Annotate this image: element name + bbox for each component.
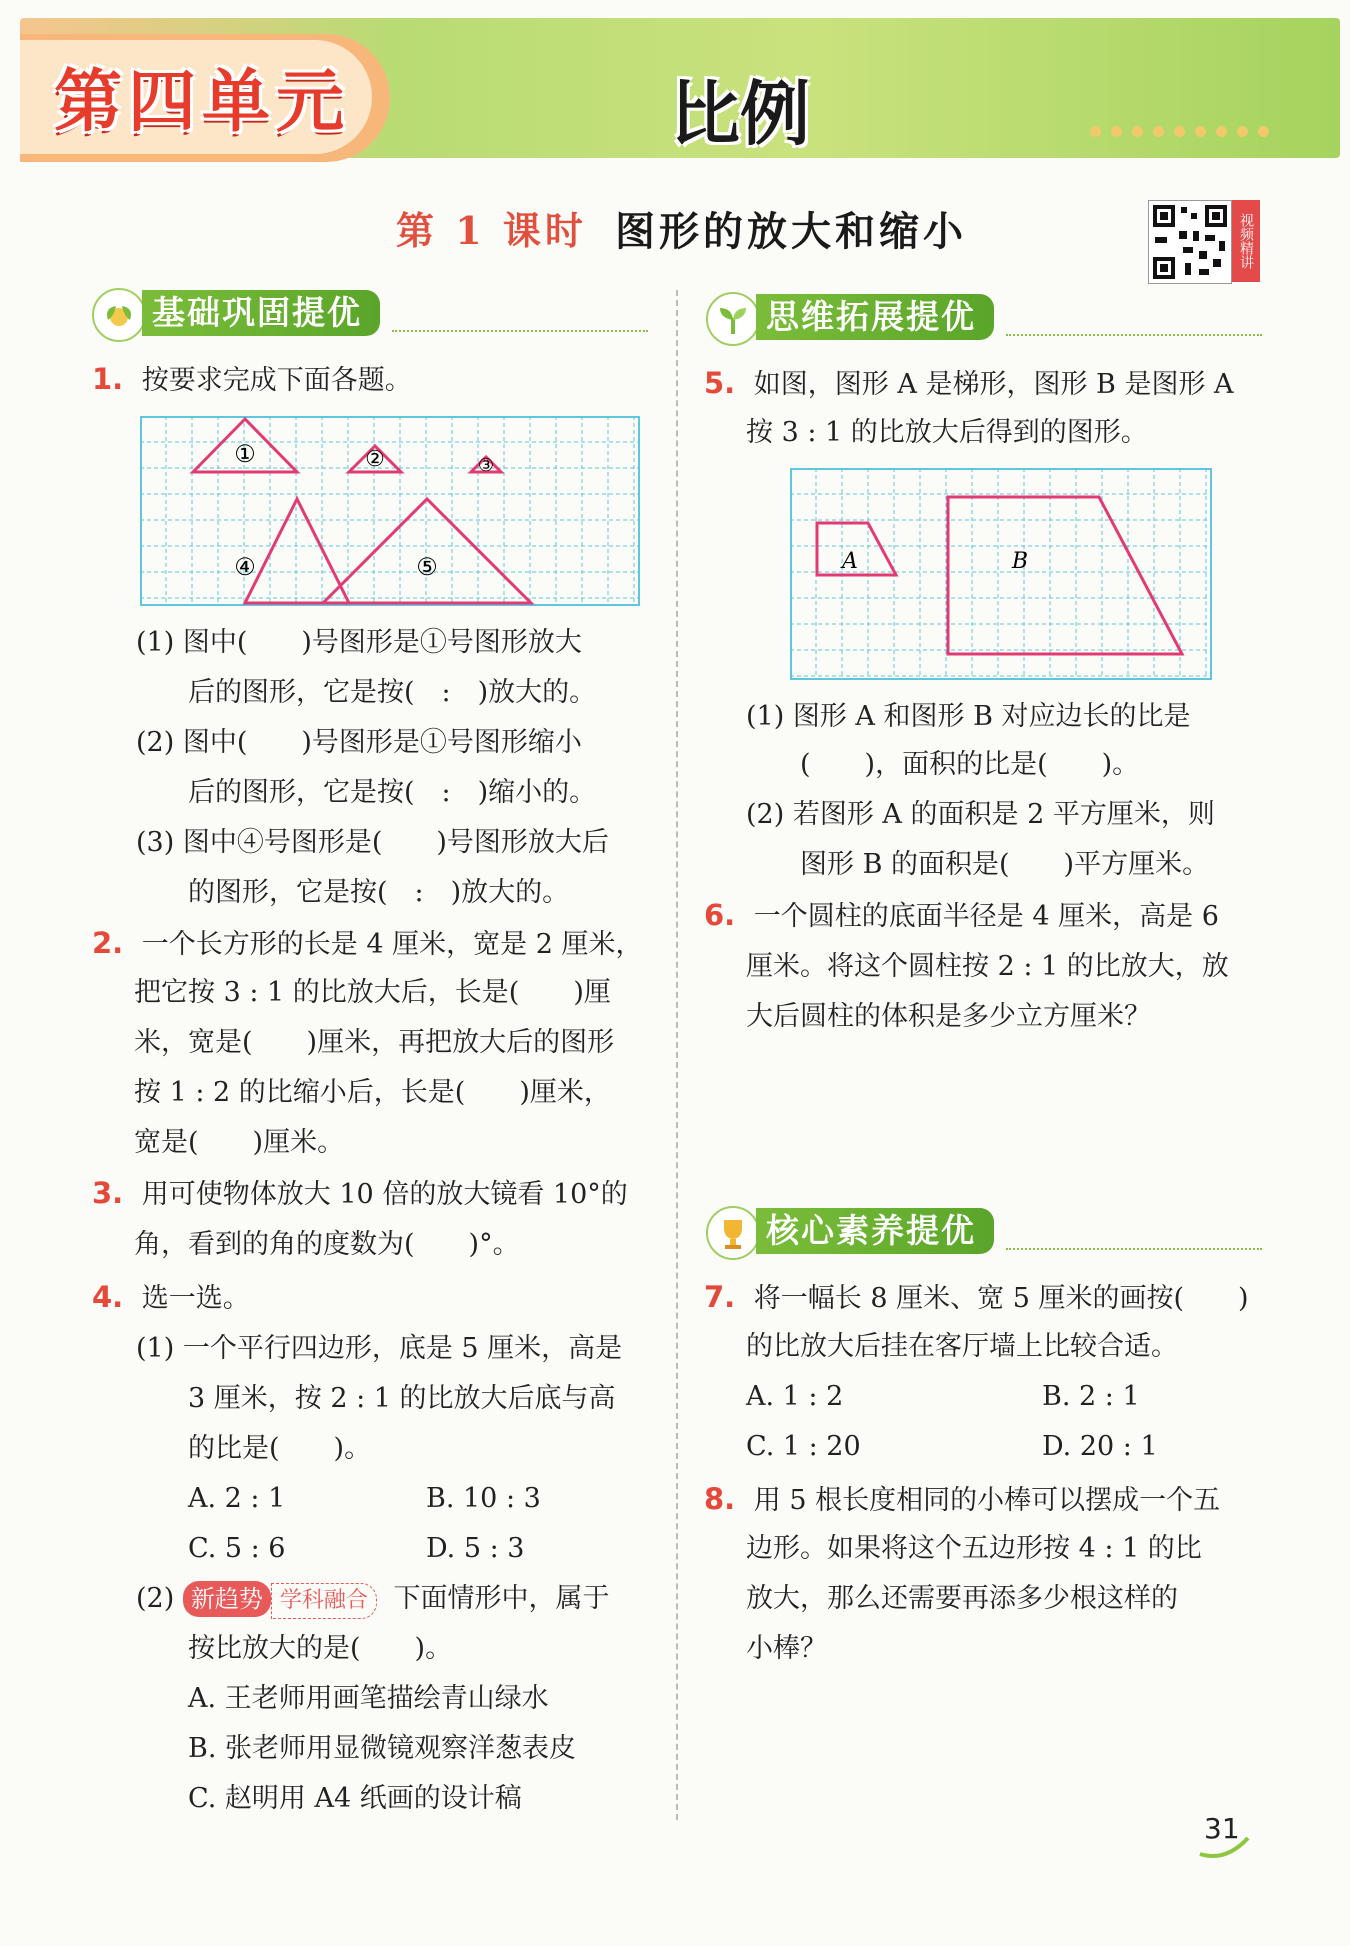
fig1-label-4: ④ [234,553,256,581]
q4-p1-opt-c[interactable]: C. 5 : 6 [188,1533,286,1564]
q4-p1-line-2: 3 厘米，按 2 : 1 的比放大后底与高 [188,1383,616,1414]
q3-row1 [92,1168,628,1220]
q1-stem: 按要求完成下面各题。 [141,365,412,396]
q4-p2-prefix: (2) [136,1583,175,1614]
q5-row1 [704,358,1234,410]
q7-opt-d[interactable]: D. 20 : 1 [1042,1431,1158,1462]
triangle-5 [323,499,531,603]
q1-number: 1. [92,362,124,396]
qr-code-icon[interactable] [1148,200,1232,284]
leaf-icon [92,288,146,342]
q4-p1-opt-d[interactable]: D. 5 : 3 [426,1533,525,1564]
q1-sub-2b: 后的图形，它是按( : )缩小的。 [188,777,597,808]
page-number: 31 [1204,1812,1240,1845]
q2-line-4: 按 1 : 2 的比缩小后，长是( )厘米， [134,1077,611,1108]
q1-sub-1a: (1) 图中( )号图形是①号图形放大 [136,627,582,658]
q8-line-4: 小棒？ [746,1633,827,1664]
unit-title: 比例 [670,73,810,155]
q4-p1-line-1: (1) 一个平行四边形，底是 5 厘米，高是 [136,1333,623,1364]
q7-line-1: 将一幅长 8 厘米、宽 5 厘米的画按( ) [753,1283,1249,1314]
q8-row1 [704,1474,1220,1526]
q2-line-3: 米，宽是( )厘米，再把放大后的图形 [134,1027,615,1058]
q7-opt-b[interactable]: B. 2 : 1 [1042,1381,1140,1412]
q1-stem-row [92,354,412,406]
q4-p1-line-3: 的比是( )。 [188,1433,372,1464]
q4-p2-opt-c[interactable]: C. 赵明用 A4 纸画的设计稿 [188,1783,522,1814]
lesson-number: 第 1 课时 [396,208,587,253]
q2-line-2: 把它按 3 : 1 的比放大后，长是( )厘 [134,977,611,1008]
q5-sub-2b: 图形 B 的面积是( )平方厘米。 [800,849,1210,880]
q4-p2-line-2: 按比放大的是( )。 [188,1633,453,1664]
q5-sub-1a: (1) 图形 A 和图形 B 对应边长的比是 [746,701,1191,732]
section-core [706,1208,1262,1254]
q6-number: 6. [704,898,736,932]
q3-line-1: 用可使物体放大 10 倍的放大镜看 10°的 [141,1179,628,1210]
q5-sub-2a: (2) 若图形 A 的面积是 2 平方厘米，则 [746,799,1215,830]
q4-p2-row1 [136,1574,609,1624]
sprout-icon [706,292,760,346]
q7-opt-a[interactable]: A. 1 : 2 [746,1381,844,1412]
q4-p2-opt-a[interactable]: A. 王老师用画笔描绘青山绿水 [188,1683,549,1714]
q7-row1 [704,1272,1249,1324]
column-divider [676,290,678,1820]
q6-line-2: 厘米。将这个圆柱按 2 : 1 的比放大，放 [746,951,1229,982]
fig5-label-a: A [842,549,858,574]
q4-stem: 选一选。 [141,1283,250,1314]
q8-number: 8. [704,1482,736,1516]
fig1-label-1: ① [234,440,256,468]
q7-opt-c[interactable]: C. 1 : 20 [746,1431,861,1462]
q1-sub-2a: (2) 图中( )号图形是①号图形缩小 [136,727,582,758]
q2-row1 [92,918,642,970]
q5-line-1: 如图，图形 A 是梯形，图形 B 是图形 A [753,369,1234,400]
q2-line-1: 一个长方形的长是 4 厘米，宽是 2 厘米， [141,929,643,960]
q6-line-1: 一个圆柱的底面半径是 4 厘米，高是 6 [753,901,1219,932]
q5-number: 5. [704,366,736,400]
q1-sub-3b: 的图形，它是按( : )放大的。 [188,877,570,908]
lesson-title: 图形的放大和缩小 [615,208,967,255]
q4-p1-opt-b[interactable]: B. 10 : 3 [426,1483,541,1514]
q1-sub-3a: (3) 图中④号图形是( )号图形放大后 [136,827,609,858]
q8-line-1: 用 5 根长度相同的小棒可以摆成一个五 [753,1485,1221,1516]
fig5-grid [790,468,1212,680]
fig5-label-b: B [1011,549,1029,574]
section-thinking [706,294,1262,340]
subject-badge: 学科融合 [271,1583,377,1619]
section-core-title: 核心素养提优 [756,1208,994,1254]
q7-line-2: 的比放大后挂在客厅墙上比较合适。 [746,1331,1178,1362]
q6-line-3: 大后圆柱的体积是多少立方厘米？ [746,1001,1151,1032]
q4-p2-stem: 下面情形中，属于 [393,1583,610,1614]
q8-line-3: 放大，那么还需要再添多少根这样的 [746,1583,1178,1614]
fig1-label-2: ② [365,447,385,472]
qr-tag: 视频精讲 [1232,200,1260,282]
trapezoid-b [948,497,1182,654]
q3-line-2: 角，看到的角的度数为( )°。 [134,1229,520,1260]
fig1-label-3: ③ [477,455,495,476]
q5-line-2: 按 3 : 1 的比放大后得到的图形。 [746,417,1148,448]
header-dots [1090,122,1279,141]
unit-label: 第四单元 [54,63,351,142]
section-thinking-title: 思维拓展提优 [756,294,994,340]
q4-number: 4. [92,1280,124,1314]
q4-row1 [92,1272,250,1324]
q1-sub-1b: 后的图形，它是按( : )放大的。 [188,677,597,708]
fig1-label-5: ⑤ [416,553,438,581]
trend-badge: 新趋势 [183,1581,271,1617]
q7-number: 7. [704,1280,736,1314]
section-basic [92,290,648,336]
q3-number: 3. [92,1176,124,1210]
q6-row1 [704,890,1219,942]
q5-sub-1b: ( )，面积的比是( )。 [800,749,1140,780]
triangle-4 [245,499,349,603]
q2-line-5: 宽是( )厘米。 [134,1127,345,1158]
trophy-icon [706,1206,760,1260]
q2-number: 2. [92,926,124,960]
fig1-grid [140,416,640,606]
q4-p1-opt-a[interactable]: A. 2 : 1 [188,1483,286,1514]
q4-p2-opt-b[interactable]: B. 张老师用显微镜观察洋葱表皮 [188,1733,577,1764]
section-basic-title: 基础巩固提优 [142,290,380,336]
q8-line-2: 边形。如果将这个五边形按 4 : 1 的比 [746,1533,1202,1564]
